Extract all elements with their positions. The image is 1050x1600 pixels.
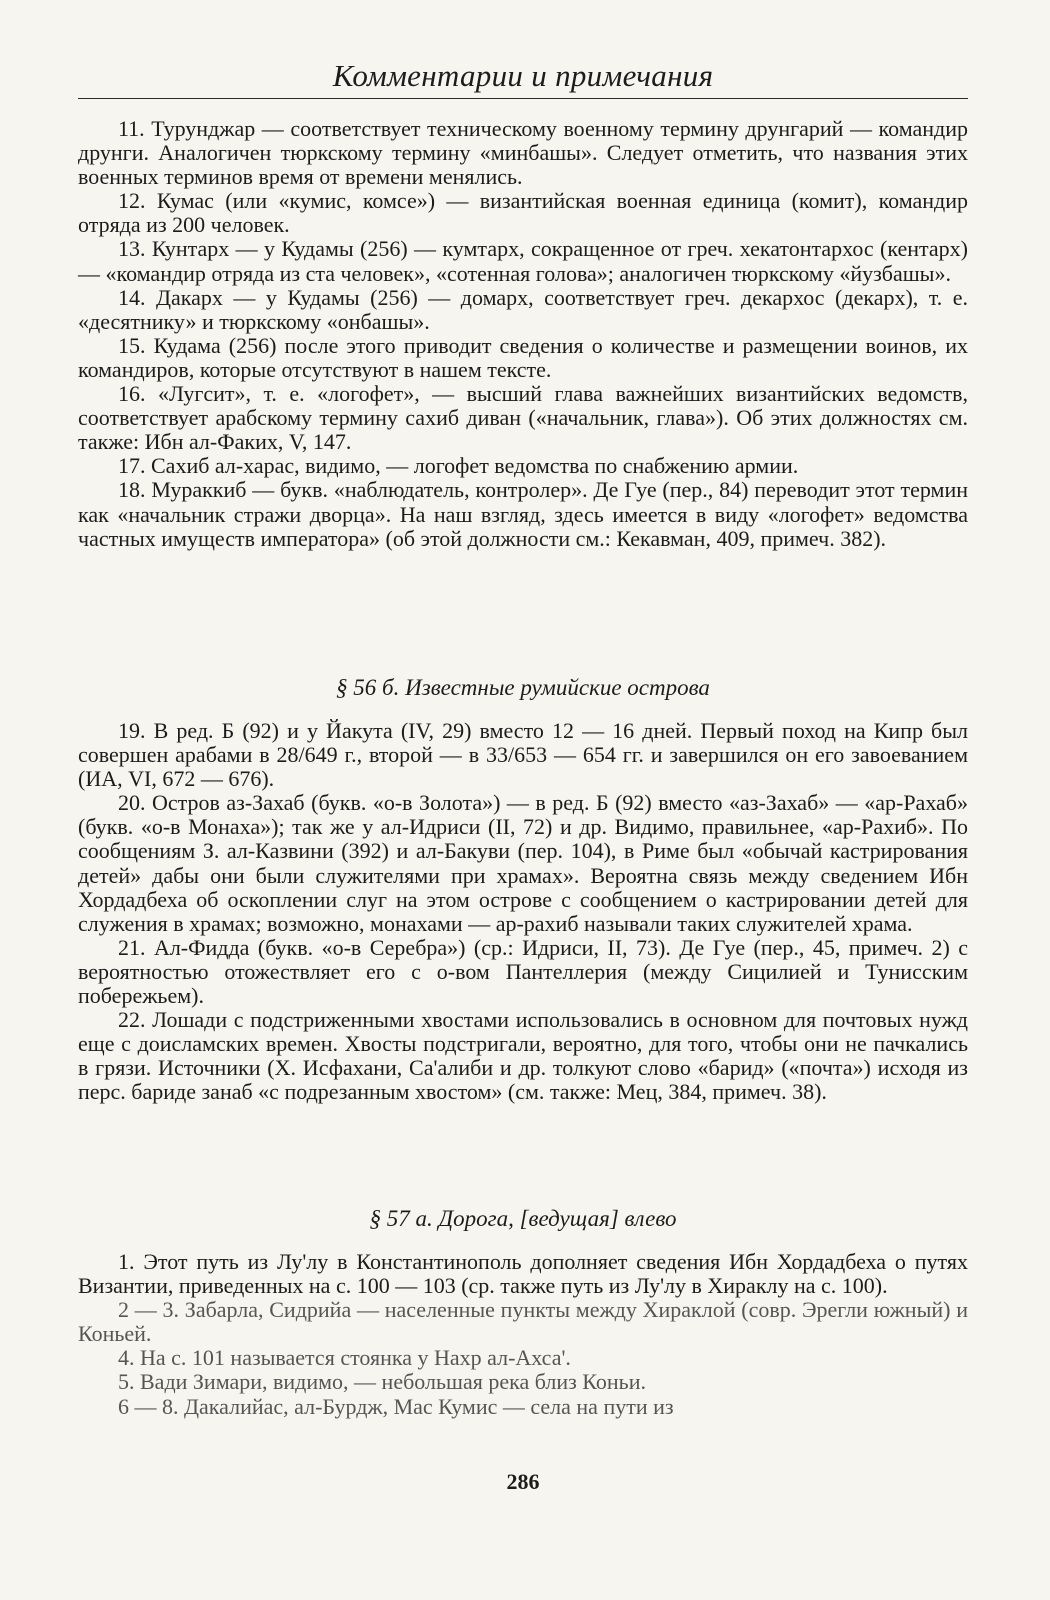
section-heading-56b: § 56 б. Известные румийские острова [336,675,710,700]
section-heading-57a: § 57 а. Дорога, [ведущая] влево [369,1206,677,1231]
note-17: 17. Сахиб ал-харас, видимо, — логофет ведомства по снабжению армии. [118,453,799,479]
note-5: 5. Вади Зимари, видимо, — небольшая река близ Коньи. [118,1369,646,1395]
notes-block-1 [78,117,968,551]
running-header: Комментарии и примечания [332,58,714,93]
note-11: 11. Турунджар — соответствует техническому военному термину друнгарий — командир друнги. Аналогичен тюркскому термину «минбашы». Следует отметить, что названия этих военных терминов время от времени менялись. [78,116,968,190]
header-rule [78,98,968,99]
note-2-3: 2 — 3. Забарла, Сидрийа — населенные пункты между Хираклой (совр. Эрегли южный) и Коньей. [78,1297,968,1347]
notes-block-2 [78,719,968,1105]
note-16: 16. «Лугсит», т. е. «логофет», — высший глава важнейших византийских ведомств, соответствует арабскому термину сахиб диван («начальник, глава»). Об этих должностях см. также: Ибн ал-Факих, V, 147. [78,381,968,455]
note-15: 15. Кудама (256) после этого приводит сведения о количестве и размещении воинов, их командиров, которые отсутствуют в нашем тексте. [78,332,968,382]
note-19: 19. В ред. Б (92) и у Йакута (IV, 29) вместо 12 — 16 дней. Первый поход на Кипр был совершен арабами в 28/649 г., второй — в 33/653 — 654 гг. и завершился он его завоеванием (ИА, VI, 672 — 676). [78,718,968,792]
note-13: 13. Кунтарх — у Кудамы (256) — кумтарх, сокращенное от греч. хекатонтархос (кентарх) — «командир отряда из ста человек», «сотенная голова»; аналогичен тюркскому «йузбашы». [78,236,968,286]
note-21: 21. Ал-Фидда (букв. «о-в Серебра») (ср.: Идриси, II, 73). Де Гуе (пер., 45, примеч. 2) с вероятностью отожествляет его с о-вом Пантеллерия (между Сицилией и Тунисским побережьем). [78,934,968,1009]
page-number: 286 [506,1469,540,1494]
note-12: 12. Кумас (или «кумис, комсе») — византийская военная единица (комит), командир отряда из 200 человек. [78,188,968,238]
note-14: 14. Дакарх — у Кудамы (256) — домарх, соответствует греч. декархос (декарх), т. е. «десятнику» и тюркскому «онбашы». [78,284,968,334]
note-4: 4. На с. 101 называется стоянка у Нахр ал-Ахса'. [118,1345,571,1371]
note-6-8: 6 — 8. Дакалийас, ал-Бурдж, Мас Кумис — села на пути из [118,1393,674,1419]
note-18: 18. Мураккиб — букв. «наблюдатель, контролер». Де Гуе (пер., 84) переводит этот термин как «начальник стражи дворца». На наш взгляд, здесь имеется в виду «логофет» ведомства частных имуществ императора» (об этой должности см.: Кекавман, 409, примеч. 382). [78,477,968,551]
note-22: 22. Лошади с подстриженными хвостами использовались в основном для почтовых нужд еще с доисламских времен. Хвосты подстригали, вероятно, для того, чтобы они не пачкались в грязи. Источники (Х. Исфахани, Са'алиби и др. толкуют слово «барид» («почта») исходя из перс. бариде занаб «с подрезанным хвостом» (см. также: Мец, 384, примеч. 38). [78,1007,968,1105]
notes-block-3 [78,1250,968,1419]
note-1: 1. Этот путь из Лу'лу в Константинополь дополняет сведения Ибн Хордадбеха о путях Византии, приведенных на с. 100 — 103 (ср. также путь из Лу'лу в Хираклу на с. 100). [78,1249,968,1299]
note-20: 20. Остров аз-Захаб (букв. «о-в Золота») — в ред. Б (92) вместо «аз-Захаб» — «ар-Рахаб» (букв. «о-в Монаха»); так же у ал-Идриси (II, 72) и др. Видимо, правильнее, «ар-Рахиб». По сообщениям З. ал-Казвини (392) и ал-Бакуви (пер. 104), в Риме был «обычай кастрирования детей» дабы они были служителями при храмах». Вероятна связь между сведением Ибн Хордадбеха об оскоплении слуг на этом острове с сообщением о кастрировании детей для служения в храмах; возможно, монахами — ар-рахиб называли таких служителей храма. [78,790,968,936]
